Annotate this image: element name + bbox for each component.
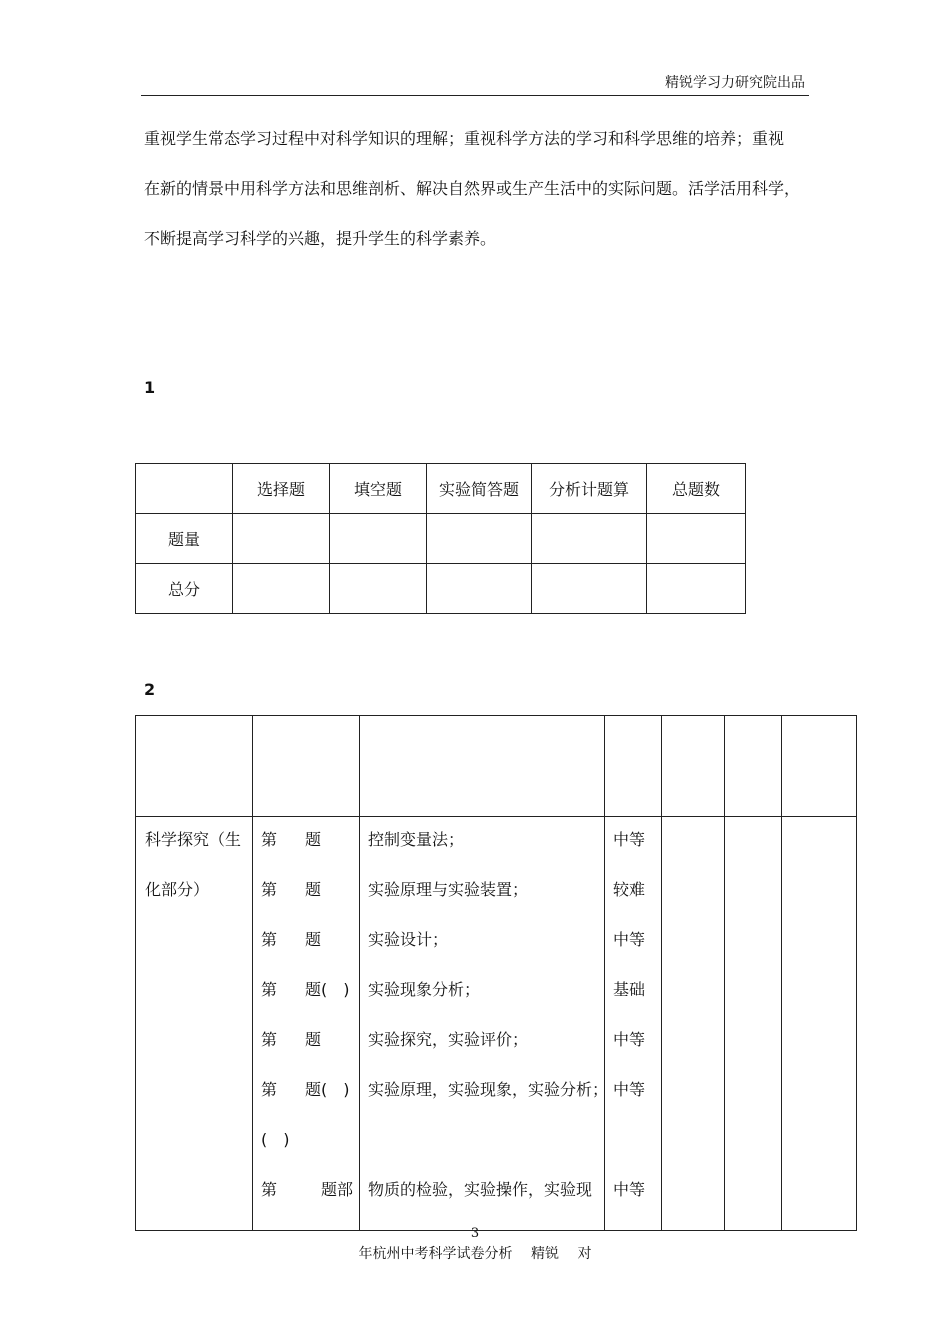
table-header-cell [605, 716, 662, 817]
row-label: 总分 [136, 564, 233, 614]
intro-line-2: 在新的情景中用科学方法和思维剖析、解决自然界或生产生活中的实际问题。活学活用科学， [144, 179, 801, 198]
question-prefix: 第 [261, 830, 278, 849]
table-row [136, 817, 857, 1231]
question-prefix: 第 [261, 1080, 278, 1099]
header-rule [141, 95, 809, 96]
table-cell [427, 514, 532, 564]
table-header-cell [360, 716, 605, 817]
intro-line-3: 不断提高学习科学的兴趣，提升学生的科学素养。 [144, 229, 497, 248]
difficulty-line: 中等 [613, 1030, 646, 1049]
table-header-row [136, 464, 746, 514]
question-suffix: 题 [305, 880, 322, 899]
question-prefix: 第 [261, 1180, 278, 1199]
table-cell [662, 817, 725, 1231]
question-suffix: 题 [305, 930, 322, 949]
section-2-number: 2 [144, 680, 156, 699]
section-1-number: 1 [144, 378, 156, 397]
content-line: 实验原理，实验现象，实验分析； [368, 1080, 609, 1099]
question-number [253, 980, 359, 1030]
table-header-cell [782, 716, 857, 817]
content-cell [360, 817, 609, 1231]
table-cell [647, 564, 746, 614]
content-line: 实验设计； [368, 930, 449, 949]
question-number [253, 1080, 359, 1130]
question-suffix: 题部 [305, 1180, 354, 1199]
table-header-cell [136, 464, 233, 514]
table-row [136, 514, 746, 564]
footer-text: 年杭州中考科学试卷分析 精锐 对 [358, 1246, 592, 1262]
table-cell [782, 817, 857, 1231]
table-header-cell [136, 716, 253, 817]
question-prefix: 第 [261, 880, 278, 899]
difficulty-line [605, 1130, 661, 1180]
table-header-cell: 总题数 [647, 464, 746, 514]
difficulty-line: 中等 [613, 1180, 646, 1199]
question-analysis-table [135, 715, 857, 1231]
table-header-cell: 实验简答题 [427, 464, 532, 514]
question-number [253, 1180, 359, 1230]
table-header-cell [253, 716, 360, 817]
table-cell [233, 564, 330, 614]
question-number [253, 880, 359, 930]
question-number [253, 930, 359, 980]
page-number: 3 [470, 1226, 480, 1241]
question-number [253, 1130, 359, 1180]
table-cell [725, 817, 782, 1231]
question-suffix: 题( ) [305, 1080, 350, 1099]
table-row [136, 564, 746, 614]
row-label: 题量 [136, 514, 233, 564]
category-line: 化部分） [145, 880, 210, 899]
category-line: 科学探究（生 [145, 830, 242, 849]
question-suffix: 题 [305, 830, 322, 849]
table-header-cell [725, 716, 782, 817]
content-line: 实验原理与实验装置； [368, 880, 529, 899]
difficulty-line: 中等 [613, 930, 646, 949]
question-number [253, 830, 359, 880]
table-cell [532, 514, 647, 564]
table-cell [330, 564, 427, 614]
content-line: 控制变量法； [368, 830, 465, 849]
table-cell [233, 514, 330, 564]
content-line: 物质的检验，实验操作，实验现 [368, 1180, 593, 1199]
category-cell [136, 817, 253, 1231]
question-prefix: 第 [261, 980, 278, 999]
table-cell [647, 514, 746, 564]
question-suffix: 题( ) [305, 980, 350, 999]
table-cell [532, 564, 647, 614]
table-header-cell: 分析计题算 [532, 464, 647, 514]
header-text: 精锐学习力研究院出品 [665, 75, 805, 91]
intro-line-1: 重视学生常态学习过程中对科学知识的理解；重视科学方法的学习和科学思维的培养；重视 [144, 129, 785, 148]
question-prefix: 第 [261, 930, 278, 949]
content-line [360, 1130, 604, 1180]
question-number-cell [253, 817, 360, 1231]
table-header-cell: 填空题 [330, 464, 427, 514]
content-line: 实验探究，实验评价； [368, 1030, 529, 1049]
question-suffix: 题 [305, 1030, 322, 1049]
question-count-table [135, 463, 746, 614]
difficulty-line: 中等 [613, 1080, 646, 1099]
question-number [253, 1030, 359, 1080]
table-header-row [136, 716, 857, 817]
table-cell [330, 514, 427, 564]
question-prefix: 第 [261, 1030, 278, 1049]
question-prefix: ( ) [261, 1130, 290, 1149]
difficulty-line: 基础 [613, 980, 646, 999]
difficulty-line: 较难 [613, 880, 646, 899]
difficulty-line: 中等 [613, 830, 646, 849]
content-line: 实验现象分析； [368, 980, 481, 999]
table-header-cell [662, 716, 725, 817]
table-header-cell: 选择题 [233, 464, 330, 514]
difficulty-cell [605, 817, 662, 1231]
table-cell [427, 564, 532, 614]
